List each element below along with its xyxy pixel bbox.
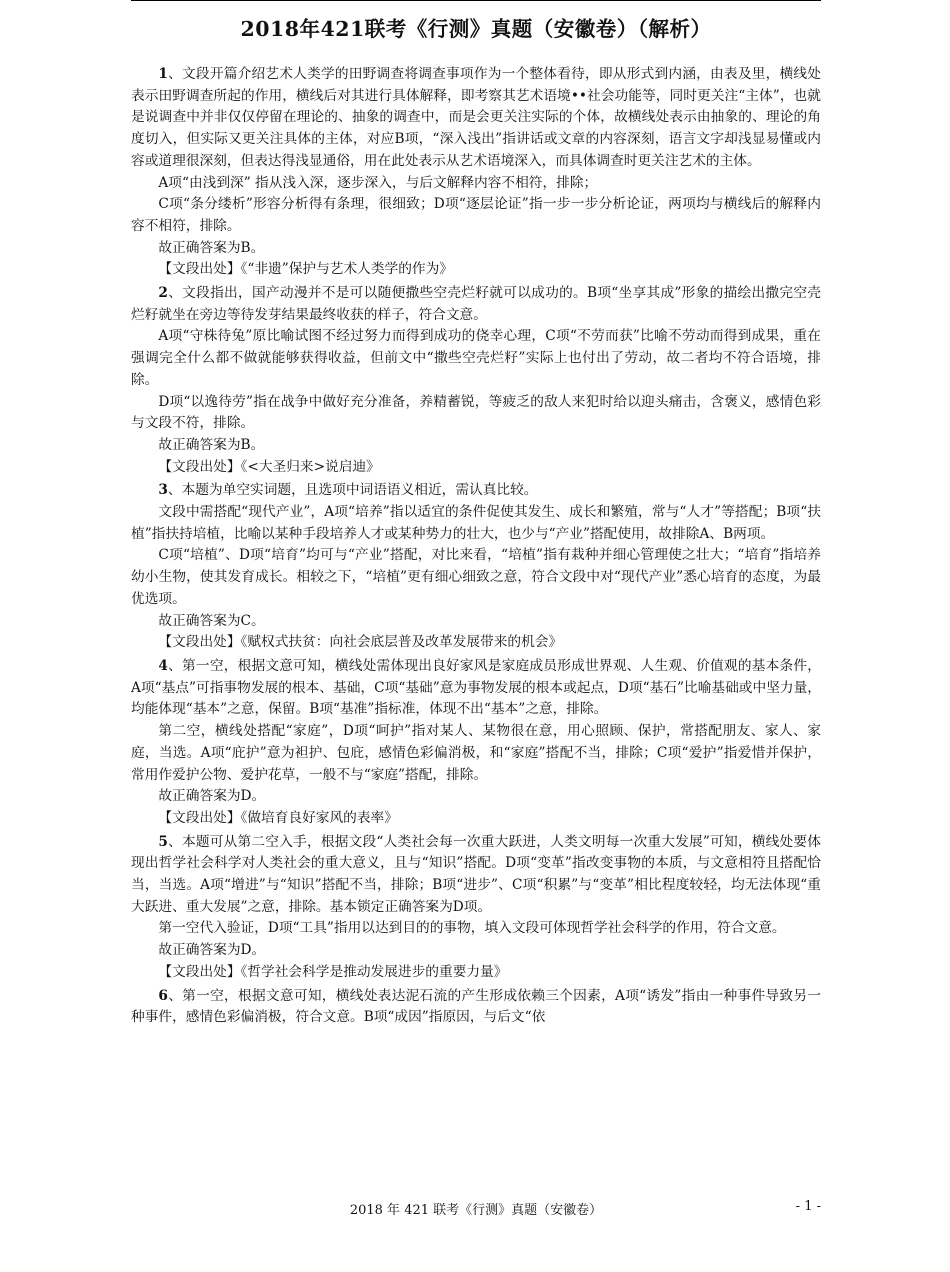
paragraph	[131, 611, 821, 633]
paragraph	[131, 435, 821, 457]
answer-text: 故正确答案为B。	[158, 239, 265, 256]
paragraph	[131, 392, 821, 435]
answer-text: 故正确答案为C。	[158, 612, 265, 629]
paragraph	[131, 545, 821, 610]
source-text: 【文段出处】《哲学社会科学是推动发展进步的重要力量》	[158, 963, 508, 980]
paragraph-text: 、本题可从第二空入手，根据文段“人类社会每一次重大跃进，人类文明每一次重大发展”可知，横线处要体现出哲学社会科学对人类社会的重大意义，且与“知识”搭配。D项“变革”指改变事物的本质，与文意相符且搭配恰当，当选。A项“增进”与“知识”搭配不当，排除；B项“进步”、C项“积累”与“变革”相比程度较轻，均无法体现“重大跃进、重大发展”之意，排除。基本锁定正确答案为D项。	[131, 833, 821, 915]
question-number: 6	[158, 987, 168, 1004]
paragraph	[131, 326, 821, 391]
paragraph	[131, 632, 821, 654]
paragraph	[131, 721, 821, 786]
question-number: 1	[158, 66, 168, 82]
paragraph	[131, 656, 821, 721]
paragraph-text: 、第一空，根据文意可知，横线处表达泥石流的产生形成依赖三个因素，A项“诱发”指由一种事件导致另一种事件，感情色彩偏消极，符合文意。B项“成因”指原因，与后文“依	[131, 987, 821, 1026]
paragraph	[131, 940, 821, 962]
page-number: - 1 -	[795, 1199, 821, 1214]
source-text: 【文段出处】《做培育良好家风的表率》	[158, 809, 398, 826]
paragraph-text: 第二空，横线处搭配“家庭”，D项“呵护”指对某人、某物很在意，用心照顾、保护，常搭配朋友、家人、家庭，当选。A项“庇护”意为袒护、包庇，感情色彩偏消极，和“家庭”搭配不当，排除；C项“爱护”指爱惜并保护，常用作爱护公物、爱护花草，一般不与“家庭”搭配，排除。	[131, 723, 821, 783]
top-rule	[131, 0, 821, 1]
answer-text: 故正确答案为D。	[158, 942, 266, 959]
question-number: 4	[158, 657, 168, 674]
paragraph	[131, 962, 821, 984]
document-body	[131, 64, 821, 1029]
paragraph-text: 文段中需搭配“现代产业”，A项“培养”指以适宜的条件促使其发生、成长和繁殖，常与“人才”等搭配；B项“扶植”指扶持培植，比喻以某种手段培养人才或某种势力的壮大，也少与“产业”搭配使用，故排除A、B两项。	[131, 504, 821, 542]
paragraph	[131, 832, 821, 919]
paragraph	[131, 173, 821, 195]
source-text: 【文段出处】《赋权式扶贫：向社会底层普及改革发展带来的机会》	[158, 634, 563, 651]
paragraph-text: C项“培植”、D项“培育”均可与“产业”搭配，对比来看，“培植”指有栽种并细心管理使之壮大；“培育”指培养幼小生物，使其发育成长。相较之下，“培植”更有细心细致之意，符合文段中对“现代产业”悉心培育的态度，为最优选项。	[131, 547, 821, 607]
paragraph	[131, 480, 821, 502]
question-number: 3	[158, 482, 168, 499]
paragraph-text: 、文段指出，国产动漫并不是可以随便撒些空壳烂籽就可以成功的。B项“坐享其成”形象的描绘出撒完空壳烂籽就坐在旁边等待发芽结果最终收获的样子，符合文意。	[131, 285, 821, 323]
paragraph	[131, 986, 821, 1029]
paragraph-text: 、本题为单空实词题，且选项中词语语义相近，需认真比较。	[167, 482, 538, 499]
paragraph	[131, 918, 821, 940]
answer-text: 故正确答案为B。	[158, 436, 265, 453]
paragraph	[131, 194, 821, 237]
paragraph-text: 、第一空，根据文意可知，横线处需体现出良好家风是家庭成员形成世界观、人生观、价值观的基本条件，A项“基点”可指事物发展的根本、基础，C项“基础”意为事物发展的根本或起点，D项“基石”比喻基础或中坚力量，均能体现“基本”之意，保留。B项“基准”指标准，体现不出“基本”之意，排除。	[131, 657, 821, 718]
question-number: 5	[158, 833, 168, 850]
paragraph	[131, 808, 821, 830]
answer-text: 故正确答案为D。	[158, 788, 266, 805]
paragraph	[131, 502, 821, 545]
source-text: 【文段出处】《<大圣归来>说启迪》	[158, 458, 380, 475]
paragraph	[131, 64, 821, 173]
paragraph	[131, 786, 821, 808]
paragraph-text: D项“以逸待劳”指在战争中做好充分准备，养精蓄锐，等疲乏的敌人来犯时给以迎头痛击，含褒义，感情色彩与文段不符，排除。	[131, 393, 821, 432]
page-title: 2018年421联考《行测》真题（安徽卷）（解析）	[240, 17, 712, 41]
question-number: 2	[158, 285, 168, 302]
paragraph	[131, 238, 821, 260]
paragraph-text: A项“由浅到深” 指从浅入深，逐步深入，与后文解释内容不相符，排除；	[158, 174, 598, 191]
paragraph	[131, 457, 821, 479]
footer-title: 2018 年 421 联考《行测》真题（安徽卷）	[349, 1203, 603, 1218]
paragraph	[131, 283, 821, 326]
source-text: 【文段出处】《“非遗”保护与艺术人类学的作为》	[158, 261, 453, 278]
paragraph-text: A项“守株待兔”原比喻试图不经过努力而得到成功的侥幸心理，C项“不劳而获”比喻不劳动而得到成果，重在强调完全什么都不做就能够获得收益，但前文中“撒些空壳烂籽”实际上也付出了劳动，故二者均不符合语境，排除。	[131, 328, 821, 388]
paragraph-text: 第一空代入验证，D项“工具”指用以达到目的的事物，填入文段可体现哲学社会科学的作用，符合文意。	[158, 920, 786, 937]
paragraph-text: 、文段开篇介绍艺术人类学的田野调查将调查事项作为一个整体看待，即从形式到内涵，由表及里，横线处表示田野调查所起的作用，横线后对其进行具体解释，即考察其艺术语境••社会功能等，同时更关注“主体”，也就是说调查中并非仅仅停留在理论的、抽象的调查中，而是会更关注实际的个体，故横线处表示由抽象的、理论的角度切入，但实际又更关注具体的主体，对应B项，“深入浅出”指讲话或文章的内容深刻，语言文字却浅显易懂或内容或道理很深刻，但表达得浅显通俗，用在此处表示从艺术语境深入，而具体调查时更关注艺术的主体。	[131, 66, 821, 169]
paragraph-text: C项“条分缕析”形容分析得有条理，很细致；D项“逐层论证”指一步一步分析论证，两项均与横线后的解释内容不相符，排除。	[131, 196, 821, 234]
paragraph	[131, 259, 821, 281]
